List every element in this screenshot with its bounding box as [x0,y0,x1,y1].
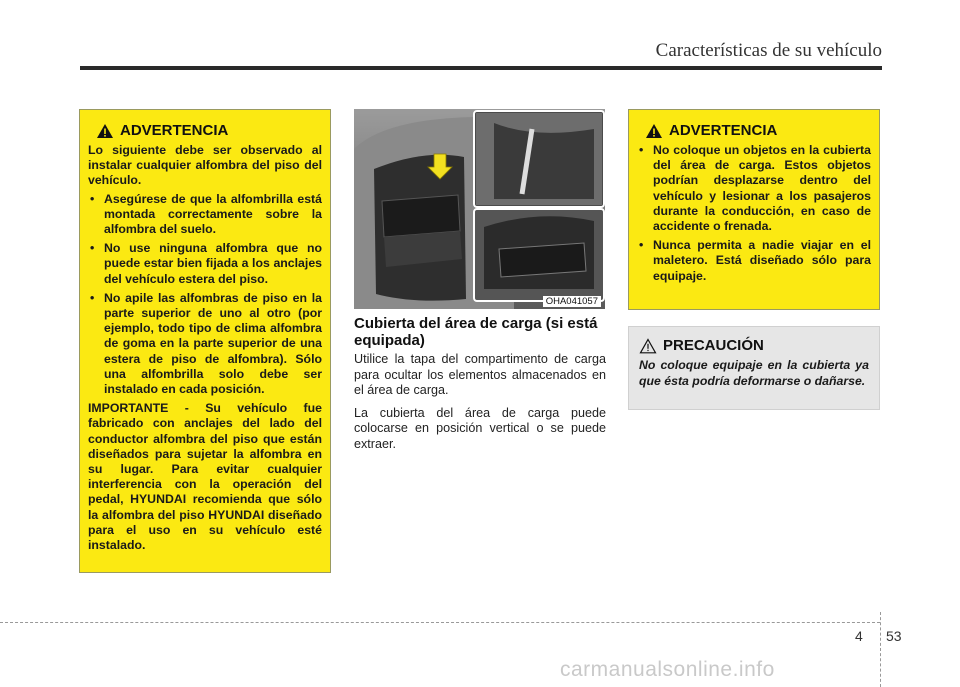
cargo-cover-illustration [354,109,605,309]
page-number: 53 [886,628,902,644]
caution-box [628,326,880,410]
left-warning-heading [88,122,322,139]
left-warning-important: IMPORTANTE - Su vehículo fue fabricado con anclajes del lado del conductor alfombra del piso que están diseñados para sujetar la alfombra en su lugar. Para evitar cualquier interferencia con la operación del pedal, HYUNDAI recomienda que sólo la alfombra del piso HYUNDAI diseñado para el uso en su vehículo esté instalado. [88,401,322,553]
left-warning-intro: Lo siguiente debe ser observado al instalar cualquier alfombra del piso del vehículo. [88,143,322,188]
header-rule [80,66,882,70]
caution-text: No coloque equipaje en la cubierta ya que ésta podría deformarse o dañarse. [639,358,869,388]
list-item: • No coloque un objetos en la cubierta del área de carga. Estos objetos podrían desplazarse dentro del vehículo y lesionar a los pasajeros durante la conducción, en caso de accidente o frenada. [637,143,871,234]
left-warning-box [79,109,331,573]
figure-code: OHA041057 [543,296,601,307]
left-warning-title: ADVERTENCIA [120,122,229,139]
list-item: • No apile las alfombras de piso en la parte superior de uno al otro (por ejemplo, todo tipo de clima alfombra de goma en la parte superior de una estera de piso de alfombra). Sólo una alfombrilla solo debe ser instalado en cada posición. [88,291,322,397]
section-paragraph: La cubierta del área de carga puede colocarse en posición vertical o se puede extraer. [354,405,606,451]
right-warning-list [637,143,871,284]
list-item: • Asegúrese de que la alfombrilla está montada correctamente sobre la alfombra del suelo. [88,192,322,238]
section-body [354,352,606,459]
warning-triangle-icon [96,123,114,139]
caution-title: PRECAUCIÓN [663,337,764,354]
list-item: • Nunca permita a nadie viajar en el maletero. Está diseñado sólo para equipaje. [637,238,871,284]
page-section-number: 4 [855,628,863,644]
right-warning-title: ADVERTENCIA [669,122,778,139]
right-warning-heading [637,122,871,139]
section-heading: Cubierta del área de carga (si está equipada) [354,315,598,349]
caution-triangle-icon [639,338,657,354]
page-header-title: Características de su vehículo [655,40,882,61]
footer-dashed-rule [0,622,880,623]
left-warning-list [88,192,322,398]
watermark: carmanualsonline.info [560,658,775,681]
warning-triangle-icon [645,123,663,139]
right-warning-box [628,109,880,310]
cargo-area-photo [354,109,605,309]
section-paragraph: Utilice la tapa del compartimento de carga para ocultar los elementos almacenados en el área de carga. [354,352,606,397]
caution-heading [639,337,869,354]
footer-vertical-rule [880,612,881,687]
list-item: • No use ninguna alfombra que no puede estar bien fijada a los anclajes del vehículo estera del piso. [88,241,322,287]
